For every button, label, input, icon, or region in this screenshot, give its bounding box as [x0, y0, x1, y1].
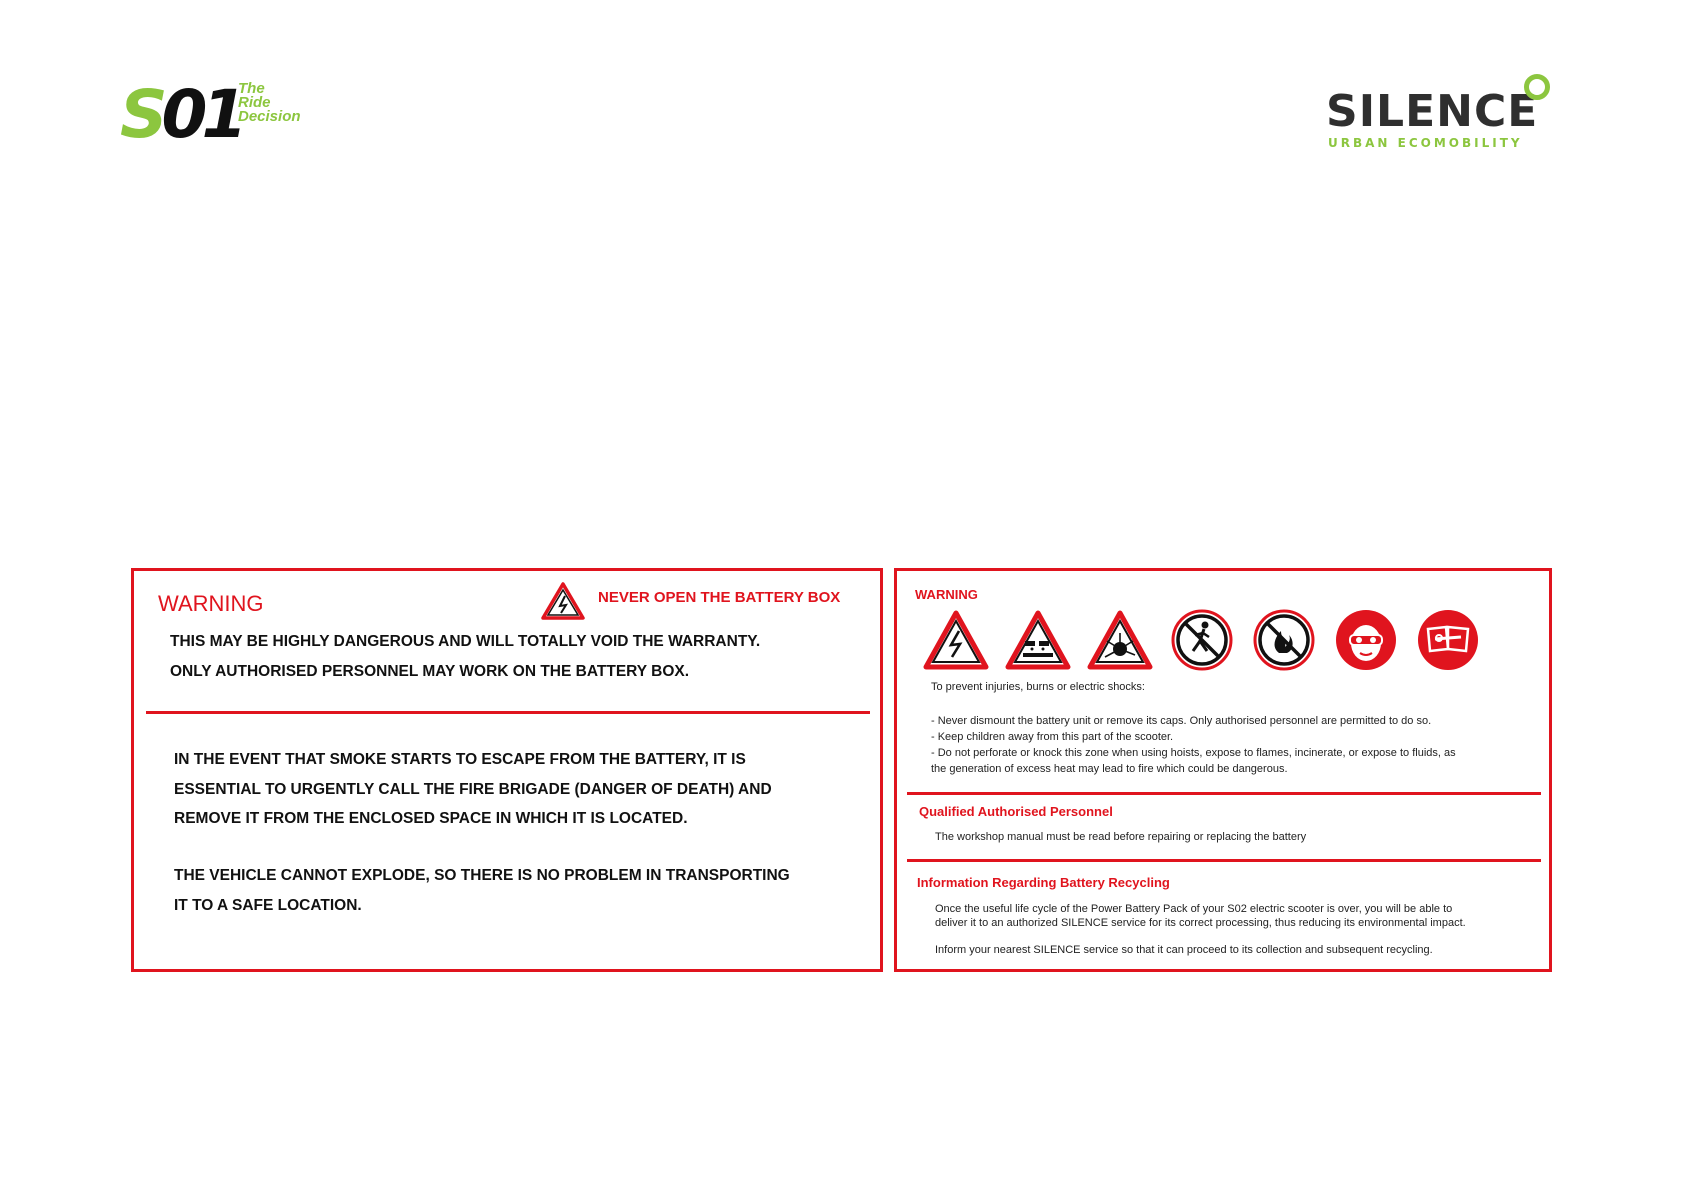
warning-heading: WARNING: [915, 587, 978, 602]
section-divider: [907, 859, 1541, 862]
safety-instructions-list: [931, 713, 1456, 777]
list-item: - Keep children away from this part of the scooter.: [931, 731, 1174, 743]
list-item: - Do not perforate or knock this zone when using hoists, expose to flames, incinerate, or expose to fluids, as: [931, 747, 1456, 759]
warranty-warning-text: THIS MAY BE HIGHLY DANGEROUS AND WILL TOTALLY VOID THE WARRANTY. ONLY AUTHORISED PERSONNEL MAY WORK ON THE BATTERY BOX.: [170, 633, 761, 680]
workshop-manual-text: The workshop manual must be read before repairing or replacing the battery: [935, 831, 1307, 843]
label-divider: [146, 711, 870, 714]
never-open-battery-box-text: NEVER OPEN THE BATTERY BOX: [598, 589, 841, 606]
battery-safety-info-label: [894, 568, 1552, 972]
transport-note-text: THE VEHICLE CANNOT EXPLODE, SO THERE IS NO PROBLEM IN TRANSPORTING IT TO A SAFE LOCATION.: [174, 867, 790, 914]
read-manual-icon: [1415, 607, 1481, 673]
battery-recycling-heading: Information Regarding Battery Recycling: [917, 875, 1170, 890]
silence-logo-word: SILENCE: [1326, 86, 1539, 137]
recycling-contact-text: Inform your nearest SILENCE service so that it can proceed to its collection and subsequent recycling.: [935, 944, 1433, 956]
silence-logo-ring: [1524, 74, 1550, 100]
eye-protection-icon: [1333, 607, 1399, 673]
s01-logo-tagline: The Ride Decision: [238, 80, 301, 125]
qualified-personnel-heading: Qualified Authorised Personnel: [919, 804, 1113, 819]
recycling-info-text: Once the useful life cycle of the Power Battery Pack of your S02 electric scooter is over, you will be able to deliver it to an authorized SILENCE service for its correct processing, thus reducing its environmental impact.: [935, 903, 1466, 929]
hazard-icons-row: [923, 607, 1533, 677]
section-divider: [907, 792, 1541, 795]
list-item: the generation of excess heat may lead to fire which could be dangerous.: [931, 763, 1288, 775]
smoke-instructions-text: IN THE EVENT THAT SMOKE STARTS TO ESCAPE FROM THE BATTERY, IT IS ESSENTIAL TO URGENTLY CALL THE FIRE BRIGADE (DANGER OF DEATH) AND REMOVE IT FROM THE ENCLOSED SPACE IN WHICH IT IS LOCATED.: [174, 751, 772, 827]
silence-logo-subtitle: URBAN ECOMOBILITY: [1328, 136, 1523, 150]
high-voltage-icon: [540, 581, 586, 621]
s01-logo: [120, 76, 320, 153]
s01-logo-mark: S01: [120, 76, 242, 153]
electric-shock-icon: [923, 607, 989, 673]
no-children-icon: [1169, 607, 1235, 673]
explosive-icon: [1087, 607, 1153, 673]
list-item: - Never dismount the battery unit or remove its caps. Only authorised personnel are permitted to do so.: [931, 715, 1432, 727]
no-fire-icon: [1251, 607, 1317, 673]
corrosive-icon: [1005, 607, 1071, 673]
battery-box-warning-label: [131, 568, 883, 972]
prevent-injuries-intro: To prevent injuries, burns or electric shocks:: [931, 681, 1145, 693]
silence-logo: [1326, 74, 1576, 154]
warning-heading: WARNING: [158, 591, 264, 616]
